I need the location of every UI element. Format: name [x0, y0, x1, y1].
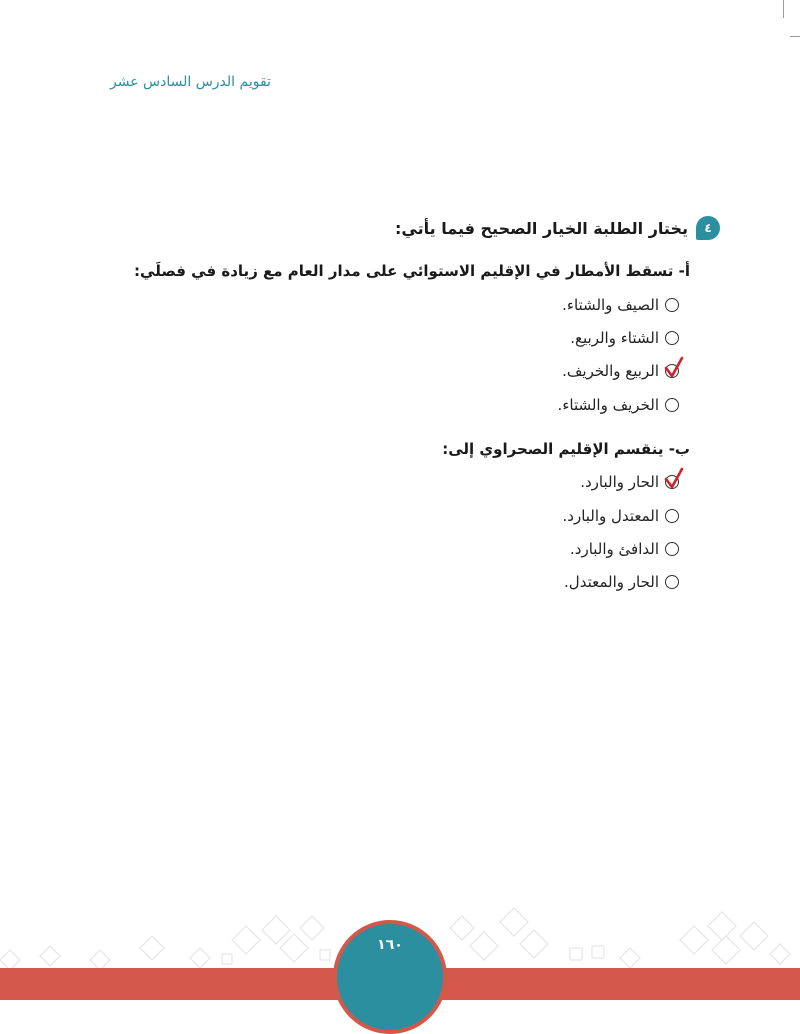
option-label: الربيع والخريف. [562, 362, 659, 380]
part-b-question: ب- ينقسم الإقليم الصحراوي إلى: [442, 440, 690, 458]
radio-circle-icon[interactable] [665, 542, 680, 557]
option-label: الصيف والشتاء. [562, 296, 659, 314]
page-number: ١٦٠ [377, 937, 403, 953]
part-a-option-3[interactable] [562, 362, 680, 380]
option-label: الشتاء والربيع. [570, 329, 659, 347]
radio-circle-icon[interactable] [665, 331, 680, 346]
part-b-option-3[interactable] [570, 540, 680, 558]
part-a-question: أ- تسقط الأمطار في الإقليم الاستوائي على مدار العام مع زيادة في فصلَي: [134, 262, 690, 280]
option-label: المعتدل والبارد. [562, 507, 659, 525]
checkmark-icon[interactable] [665, 364, 680, 379]
radio-circle-icon[interactable] [665, 509, 680, 524]
part-b-option-1[interactable] [580, 473, 680, 491]
crop-mark-top-right-vertical [783, 0, 784, 18]
radio-circle-icon[interactable] [665, 298, 680, 313]
question-prompt: يختار الطلبة الخيار الصحيح فيما يأتي: [395, 218, 688, 238]
checkmark-icon[interactable] [665, 475, 680, 490]
part-b-option-4[interactable] [564, 573, 680, 591]
option-label: الحار والمعتدل. [564, 573, 659, 591]
option-label: الخريف والشتاء. [557, 396, 659, 414]
radio-circle-icon[interactable] [665, 398, 680, 413]
part-a-option-2[interactable] [570, 329, 680, 347]
question-header [395, 216, 718, 240]
option-label: الدافئ والبارد. [570, 540, 659, 558]
lesson-review-title: تقويم الدرس السادس عشر [110, 74, 271, 90]
question-number-badge: ٤ [696, 216, 720, 240]
radio-circle-icon[interactable] [665, 575, 680, 590]
part-b-option-2[interactable] [563, 507, 680, 525]
option-label: الحار والبارد. [580, 473, 659, 491]
part-a-option-1[interactable] [562, 296, 680, 314]
part-a-option-4[interactable] [558, 396, 680, 414]
crop-mark-top-right-horizontal [790, 36, 800, 37]
